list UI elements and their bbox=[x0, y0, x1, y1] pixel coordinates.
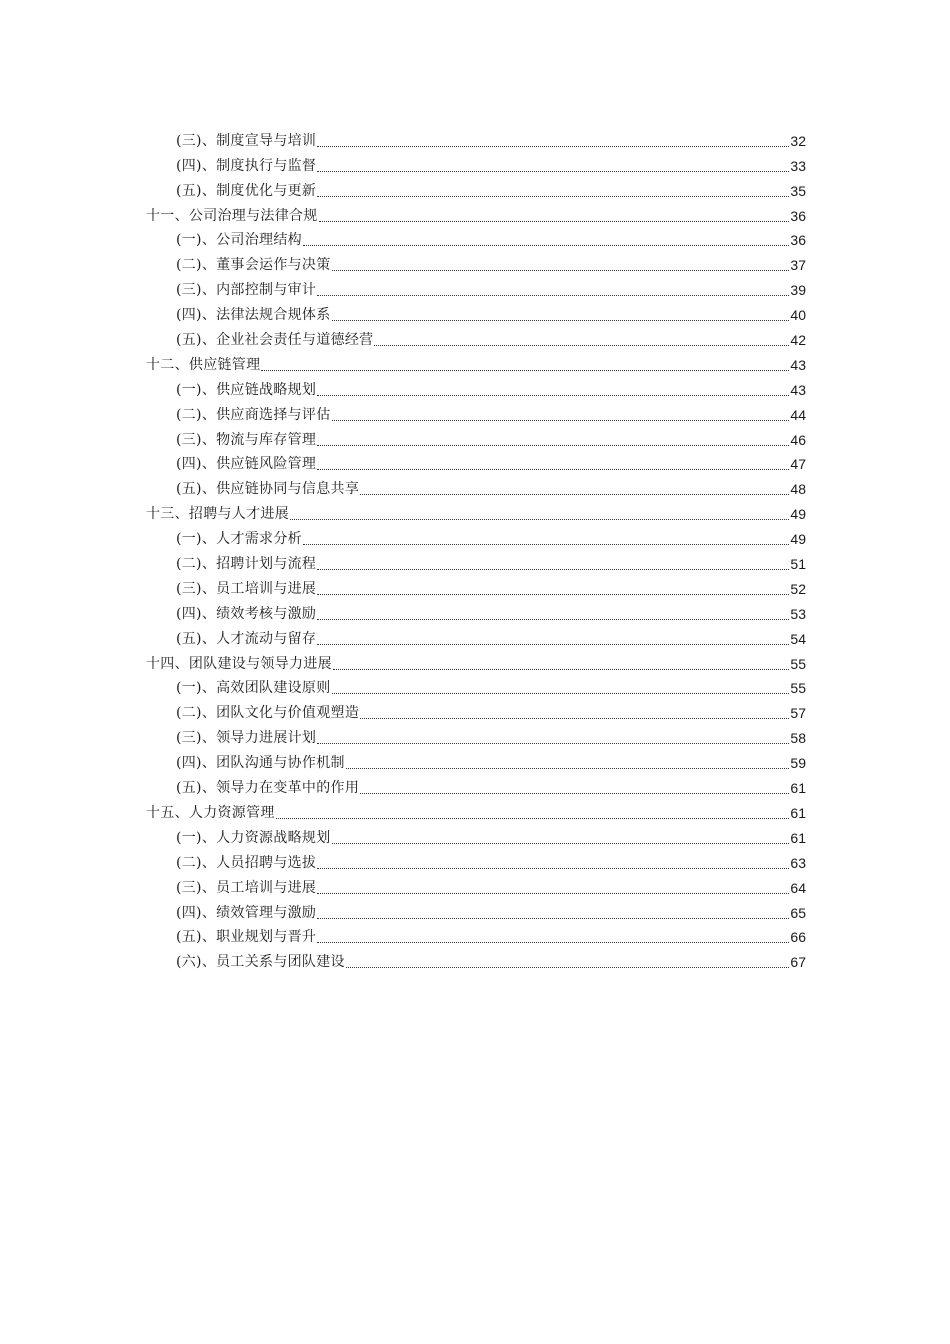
toc-dot-leader bbox=[332, 269, 790, 271]
toc-page-number: 67 bbox=[790, 954, 806, 971]
toc-entry-title: 十二、供应链管理 bbox=[146, 356, 261, 373]
toc-page-number: 32 bbox=[790, 132, 806, 149]
toc-chapter-entry[interactable] bbox=[146, 649, 806, 674]
toc-entry-title: (五)、制度优化与更新 bbox=[176, 182, 317, 199]
toc-page-number: 33 bbox=[790, 157, 806, 174]
toc-page-number: 42 bbox=[790, 332, 806, 349]
toc-dot-leader bbox=[303, 543, 789, 545]
toc-section-entry[interactable] bbox=[146, 474, 806, 499]
toc-page-number: 53 bbox=[790, 605, 806, 622]
toc-page-number: 47 bbox=[790, 456, 806, 473]
toc-page-number: 61 bbox=[790, 780, 806, 797]
toc-entry-title: 十四、团队建设与领导力进展 bbox=[146, 655, 332, 672]
toc-entry-title: (四)、供应链风险管理 bbox=[176, 456, 317, 473]
toc-section-entry[interactable] bbox=[146, 823, 806, 848]
toc-dot-leader bbox=[374, 344, 789, 346]
toc-entry-title: (三)、内部控制与审计 bbox=[176, 282, 317, 299]
toc-dot-leader bbox=[317, 618, 789, 620]
toc-dot-leader bbox=[317, 468, 789, 470]
toc-entry-title: (三)、领导力进展计划 bbox=[176, 730, 317, 747]
toc-section-entry[interactable] bbox=[146, 898, 806, 923]
toc-entry-title: 十五、人力资源管理 bbox=[146, 804, 275, 821]
toc-dot-leader bbox=[303, 244, 789, 246]
toc-page-number: 66 bbox=[790, 929, 806, 946]
toc-dot-leader bbox=[317, 892, 789, 894]
toc-dot-leader bbox=[317, 444, 789, 446]
toc-section-entry[interactable] bbox=[146, 226, 806, 251]
toc-entry-title: (三)、制度宣导与培训 bbox=[176, 132, 317, 149]
toc-page-number: 55 bbox=[790, 680, 806, 697]
toc-dot-leader bbox=[317, 145, 789, 147]
toc-page-number: 59 bbox=[790, 755, 806, 772]
toc-entry-title: (一)、公司治理结构 bbox=[176, 232, 302, 249]
toc-dot-leader bbox=[333, 668, 790, 670]
toc-section-entry[interactable] bbox=[146, 947, 806, 972]
toc-page-number: 63 bbox=[790, 854, 806, 871]
toc-chapter-entry[interactable] bbox=[146, 201, 806, 226]
toc-entry-title: 十三、招聘与人才进展 bbox=[146, 506, 289, 523]
toc-chapter-entry[interactable] bbox=[146, 798, 806, 823]
toc-page-number: 61 bbox=[790, 804, 806, 821]
toc-page-number: 43 bbox=[790, 356, 806, 373]
toc-entry-title: (二)、董事会运作与决策 bbox=[176, 257, 331, 274]
toc-dot-leader bbox=[317, 742, 789, 744]
toc-section-entry[interactable] bbox=[146, 450, 806, 475]
toc-dot-leader bbox=[317, 643, 789, 645]
toc-dot-leader bbox=[317, 568, 789, 570]
toc-page-number: 58 bbox=[790, 730, 806, 747]
toc-dot-leader bbox=[290, 518, 789, 520]
toc-dot-leader bbox=[317, 294, 789, 296]
toc-page-number: 37 bbox=[790, 257, 806, 274]
toc-page-number: 44 bbox=[790, 406, 806, 423]
toc-dot-leader bbox=[332, 319, 790, 321]
toc-chapter-entry[interactable] bbox=[146, 499, 806, 524]
toc-entry-title: (二)、人员招聘与选拔 bbox=[176, 854, 317, 871]
table-of-contents bbox=[146, 126, 806, 972]
toc-page-number: 36 bbox=[790, 232, 806, 249]
toc-dot-leader bbox=[332, 419, 790, 421]
toc-section-entry[interactable] bbox=[146, 748, 806, 773]
toc-entry-title: (二)、招聘计划与流程 bbox=[176, 556, 317, 573]
toc-chapter-entry[interactable] bbox=[146, 350, 806, 375]
toc-dot-leader bbox=[276, 817, 790, 819]
toc-page-number: 39 bbox=[790, 282, 806, 299]
toc-page-number: 61 bbox=[790, 829, 806, 846]
toc-section-entry[interactable] bbox=[146, 126, 806, 151]
toc-dot-leader bbox=[319, 220, 790, 222]
toc-section-entry[interactable] bbox=[146, 250, 806, 275]
toc-dot-leader bbox=[346, 966, 790, 968]
toc-entry-title: (一)、人力资源战略规划 bbox=[176, 829, 331, 846]
toc-entry-title: (三)、员工培训与进展 bbox=[176, 879, 317, 896]
toc-page-number: 48 bbox=[790, 481, 806, 498]
toc-section-entry[interactable] bbox=[146, 923, 806, 948]
toc-section-entry[interactable] bbox=[146, 549, 806, 574]
toc-entry-title: (五)、供应链协同与信息共享 bbox=[176, 481, 360, 498]
toc-section-entry[interactable] bbox=[146, 300, 806, 325]
toc-dot-leader bbox=[317, 394, 789, 396]
toc-page-number: 49 bbox=[790, 506, 806, 523]
toc-page-number: 57 bbox=[790, 705, 806, 722]
toc-section-entry[interactable] bbox=[146, 848, 806, 873]
toc-page-number: 54 bbox=[790, 630, 806, 647]
toc-entry-title: (四)、法律法规合规体系 bbox=[176, 307, 331, 324]
toc-entry-title: (四)、团队沟通与协作机制 bbox=[176, 755, 345, 772]
toc-page-number: 40 bbox=[790, 307, 806, 324]
toc-dot-leader bbox=[360, 792, 789, 794]
toc-page-number: 55 bbox=[790, 655, 806, 672]
toc-entry-title: (五)、人才流动与留存 bbox=[176, 630, 317, 647]
toc-page-number: 52 bbox=[790, 580, 806, 597]
toc-section-entry[interactable] bbox=[146, 151, 806, 176]
toc-page-number: 51 bbox=[790, 556, 806, 573]
toc-entry-title: (五)、企业社会责任与道德经营 bbox=[176, 332, 374, 349]
toc-entry-title: (二)、团队文化与价值观塑造 bbox=[176, 705, 360, 722]
toc-page-number: 35 bbox=[790, 182, 806, 199]
toc-dot-leader bbox=[332, 842, 790, 844]
toc-section-entry[interactable] bbox=[146, 400, 806, 425]
toc-section-entry[interactable] bbox=[146, 325, 806, 350]
toc-entry-title: (三)、员工培训与进展 bbox=[176, 580, 317, 597]
toc-entry-title: (一)、供应链战略规划 bbox=[176, 381, 317, 398]
toc-section-entry[interactable] bbox=[146, 873, 806, 898]
toc-page-number: 43 bbox=[790, 381, 806, 398]
toc-page-number: 49 bbox=[790, 531, 806, 548]
toc-section-entry[interactable] bbox=[146, 574, 806, 599]
toc-entry-title: (一)、高效团队建设原则 bbox=[176, 680, 331, 697]
toc-section-entry[interactable] bbox=[146, 375, 806, 400]
toc-section-entry[interactable] bbox=[146, 425, 806, 450]
toc-dot-leader bbox=[317, 170, 789, 172]
toc-page-number: 64 bbox=[790, 879, 806, 896]
toc-section-entry[interactable] bbox=[146, 624, 806, 649]
toc-dot-leader bbox=[261, 369, 789, 371]
toc-section-entry[interactable] bbox=[146, 275, 806, 300]
toc-dot-leader bbox=[317, 593, 789, 595]
toc-section-entry[interactable] bbox=[146, 599, 806, 624]
toc-section-entry[interactable] bbox=[146, 176, 806, 201]
toc-page-number: 46 bbox=[790, 431, 806, 448]
toc-page-number: 65 bbox=[790, 904, 806, 921]
toc-page-number: 36 bbox=[790, 207, 806, 224]
toc-entry-title: (二)、供应商选择与评估 bbox=[176, 406, 331, 423]
toc-dot-leader bbox=[317, 867, 789, 869]
toc-dot-leader bbox=[317, 195, 789, 197]
toc-entry-title: (四)、制度执行与监督 bbox=[176, 157, 317, 174]
toc-entry-title: (六)、员工关系与团队建设 bbox=[176, 954, 345, 971]
toc-section-entry[interactable] bbox=[146, 698, 806, 723]
toc-entry-title: (五)、职业规划与晋升 bbox=[176, 929, 317, 946]
toc-dot-leader bbox=[317, 941, 789, 943]
toc-section-entry[interactable] bbox=[146, 674, 806, 699]
toc-dot-leader bbox=[317, 917, 789, 919]
toc-entry-title: (五)、领导力在变革中的作用 bbox=[176, 780, 360, 797]
toc-entry-title: 十一、公司治理与法律合规 bbox=[146, 207, 318, 224]
toc-dot-leader bbox=[360, 493, 789, 495]
toc-entry-title: (三)、物流与库存管理 bbox=[176, 431, 317, 448]
toc-dot-leader bbox=[332, 692, 790, 694]
toc-dot-leader bbox=[360, 717, 789, 719]
toc-dot-leader bbox=[346, 767, 790, 769]
toc-entry-title: (一)、人才需求分析 bbox=[176, 531, 302, 548]
toc-entry-title: (四)、绩效管理与激励 bbox=[176, 904, 317, 921]
toc-entry-title: (四)、绩效考核与激励 bbox=[176, 605, 317, 622]
toc-section-entry[interactable] bbox=[146, 723, 806, 748]
toc-section-entry[interactable] bbox=[146, 524, 806, 549]
toc-section-entry[interactable] bbox=[146, 773, 806, 798]
